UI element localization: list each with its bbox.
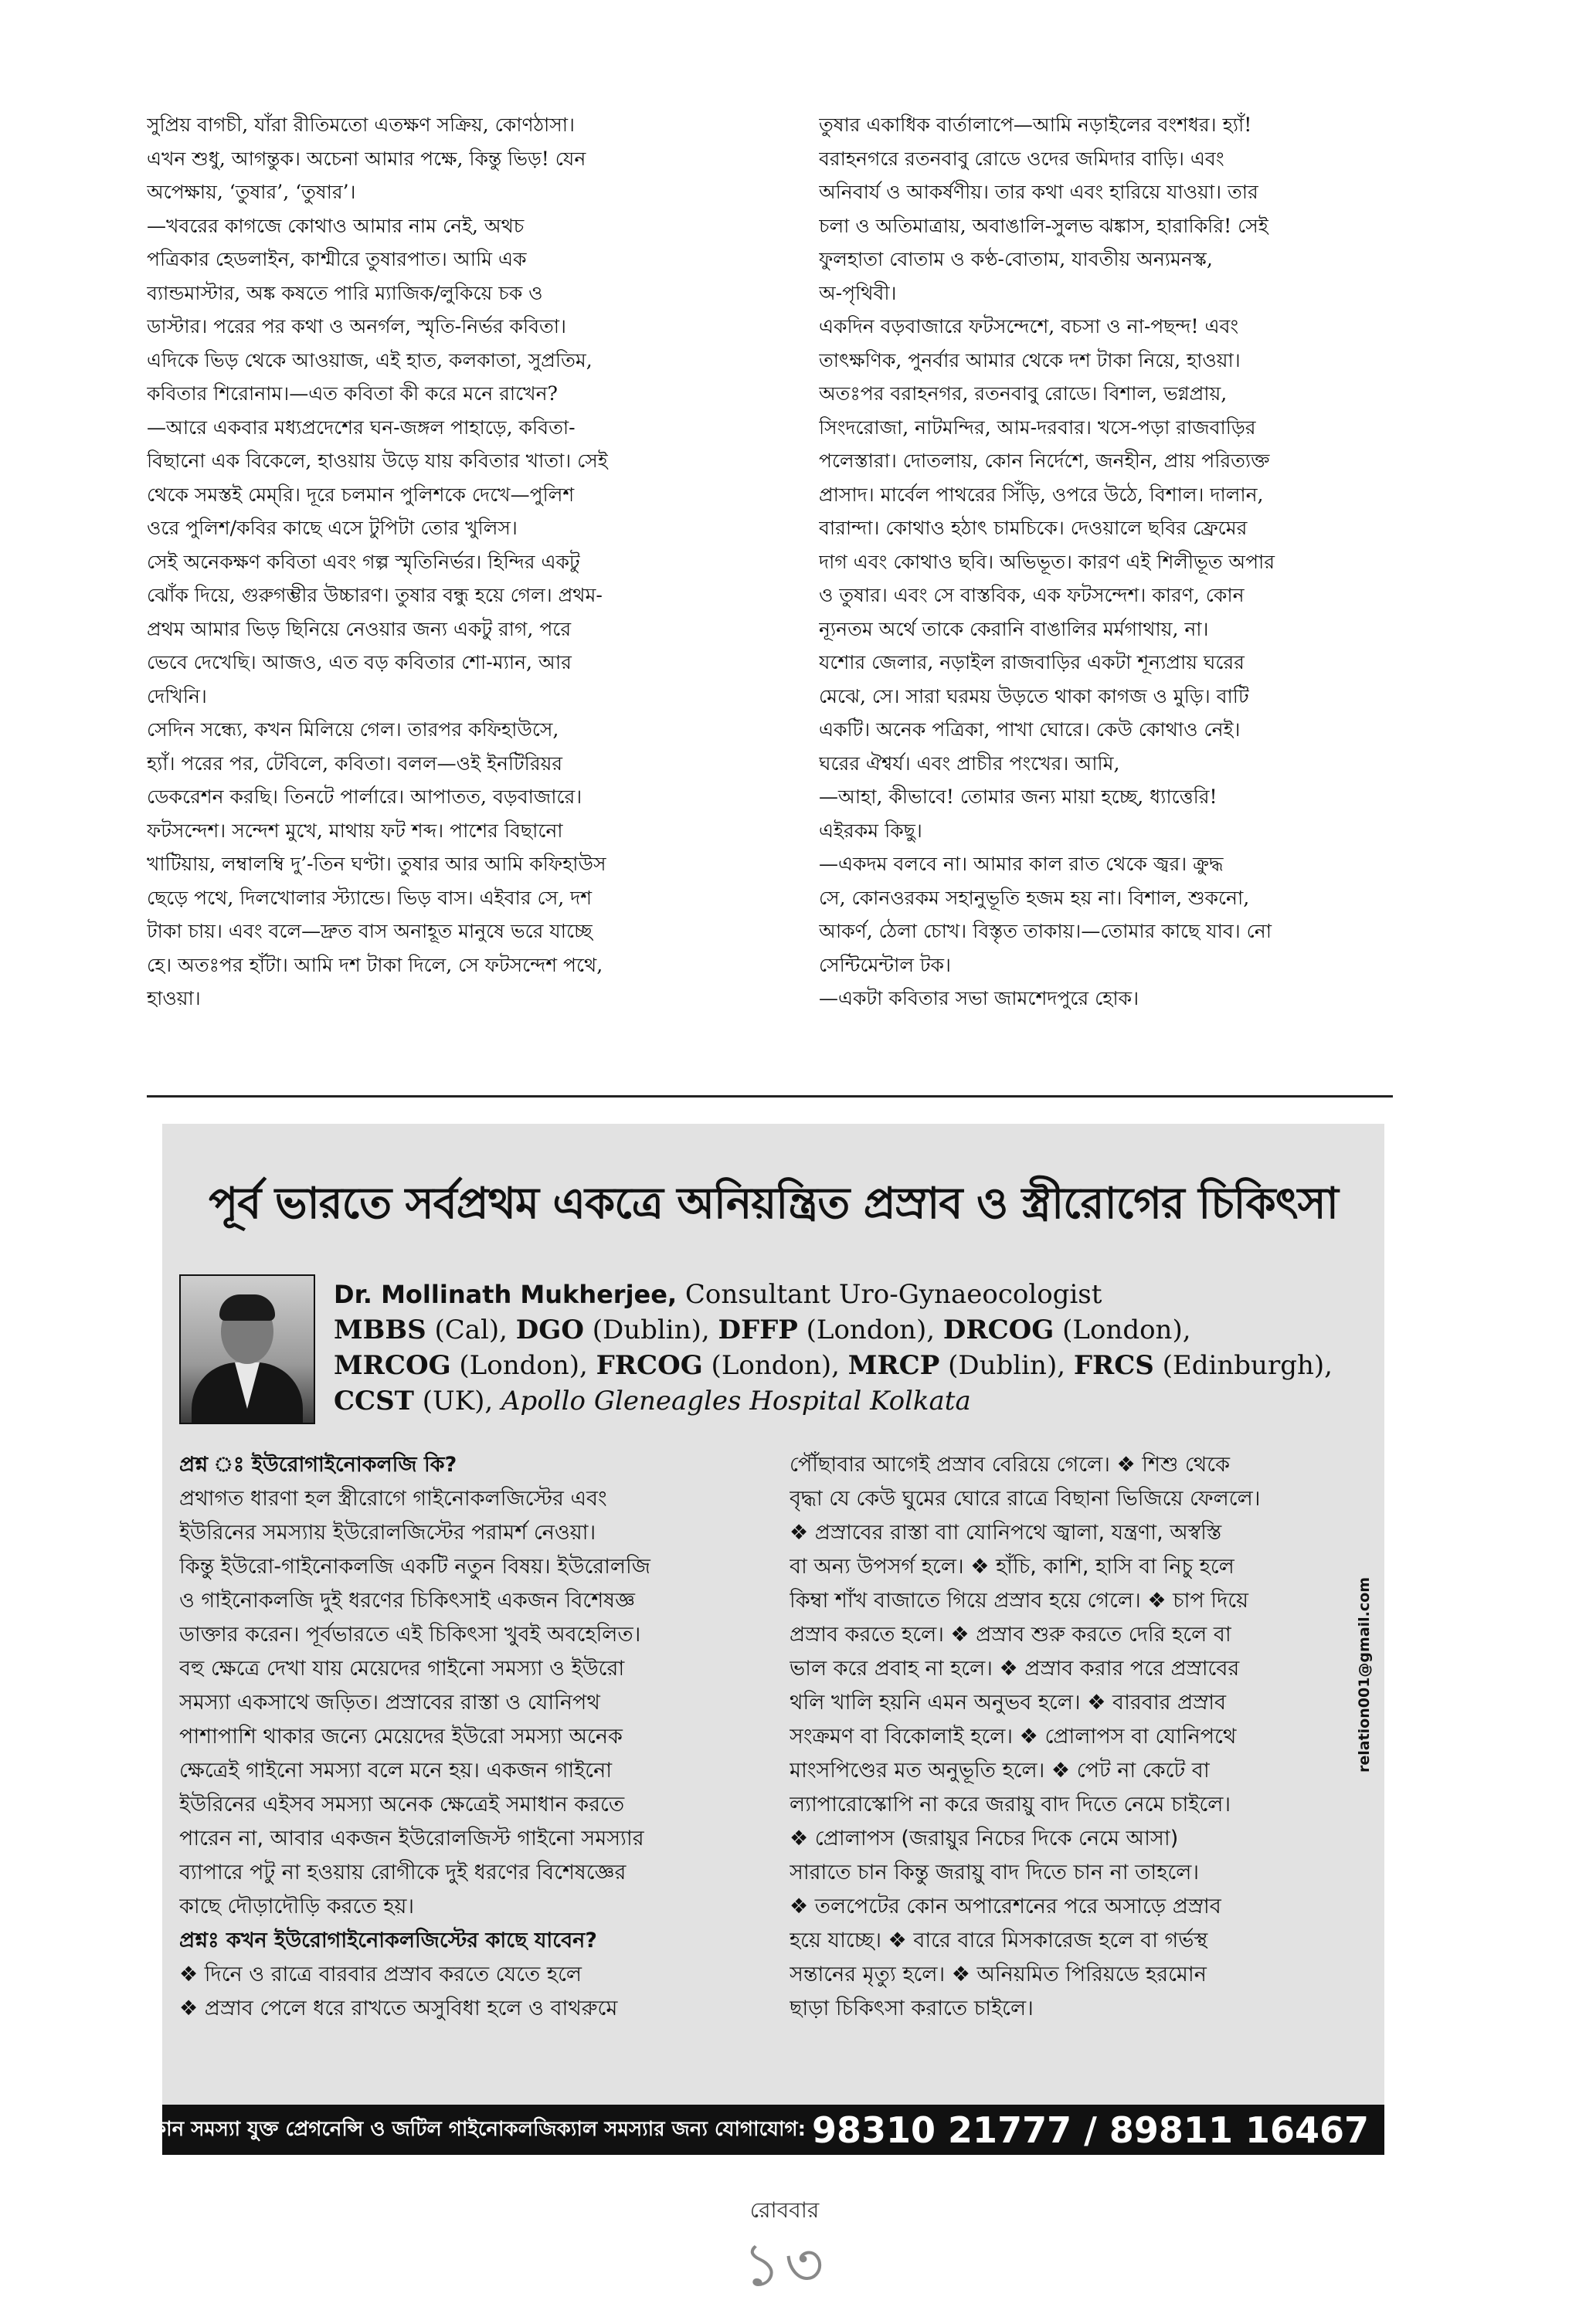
text-line: হয়ে যাচ্ছে। ❖ বারে বারে মিসকারেজ হলে বা গর্ভস্থ <box>790 1929 1208 1952</box>
text-line: ভাল করে প্রবাহ না হলে। ❖ প্রস্রাব করার পরে প্রস্রাবের <box>790 1657 1240 1681</box>
credential-degree: DRCOG <box>942 1315 1054 1345</box>
text-line: কাছে দৌড়াদৌড়ি করতে হয়। <box>179 1895 414 1919</box>
text-line: পত্রিকার হেডলাইন, কাশ্মীরে তুষারপাত। আমি এক <box>147 248 527 270</box>
text-line: ❖ দিনে ও রাত্রে বারবার প্রস্রাব করতে যেতে হলে <box>179 1963 582 1986</box>
text-line: সেই অনেকক্ষণ কবিতা এবং গল্প স্মৃতিনির্ভর। হিন্দির একটু <box>147 550 580 573</box>
credential-source: (Dublin), <box>583 1315 718 1345</box>
text-line: সমস্যা একসাথে জড়িত। প্রস্রাবের রাস্তা ও যোনিপথ <box>179 1691 600 1715</box>
text-line: কিম্বা শাঁখ বাজাতে গিয়ে প্রস্রাব হয়ে গেলে। ❖ চাপ দিয়ে <box>790 1589 1249 1613</box>
text-line: ভেবে দেখেছি। আজও, এত বড় কবিতার শো-ম্যান, আর <box>147 651 572 673</box>
credential-degree: DGO <box>515 1315 584 1345</box>
article-column-left <box>147 108 803 1016</box>
contact-phone: 98310 21777 / 89811 16467 <box>812 2109 1369 2151</box>
credential-degree: FRCS <box>1073 1350 1154 1381</box>
qa-column-left <box>179 1448 766 2026</box>
text-line: যশোর জেলার, নড়াইল রাজবাড়ির একটা শূন্যপ্রায় ঘরের <box>819 651 1245 673</box>
text-line: ছাড়া চিকিৎসা করাতে চাইলে। <box>790 1997 1034 2020</box>
text-line: খাটিয়ায়, লম্বালম্বি দু’-তিন ঘণ্টা। তুষার আর আমি কফিহাউস <box>147 853 606 875</box>
credentials-line-3: CCST (UK), Apollo Gleneagles Hospital Kolkata <box>334 1386 971 1416</box>
text-line: একদিন বড়বাজারে ফটসন্দেশে, বচসা ও না-পছন্দ! এবং <box>819 315 1239 338</box>
ad-headline: পূর্ব ভারতে সর্বপ্রথম একত্রে অনিয়ন্ত্রিত প্রস্রাব ও স্ত্রীরোগের চিকিৎসা <box>209 1179 1338 1229</box>
section-divider <box>147 1095 1393 1098</box>
text-line: চলা ও অতিমাত্রায়, অবাঙালি-সুলভ ঝঙ্কাস, হারাকিরি! সেই <box>819 214 1268 237</box>
text-line: হে। অতঃপর হাঁটা। আমি দশ টাকা দিলে, সে ফটসন্দেশ পথে, <box>147 953 603 976</box>
text-line: —একদম বলবে না। আমার কাল রাত থেকে জ্বর। ক্রুদ্ধ <box>819 853 1224 875</box>
text-line: ❖ তলপেটের কোন অপারেশনের পরে অসাড়ে প্রস্রাব <box>790 1895 1221 1919</box>
article-column-right <box>819 108 1476 1016</box>
magazine-name: রোববার <box>749 2197 820 2223</box>
text-line: সে, কোনওরকম সহানুভূতি হজম হয় না। বিশাল, শুকনো, <box>819 886 1250 909</box>
text-line: বহু ক্ষেত্রে দেখা যায় মেয়েদের গাইনো সমস্যা ও ইউরো <box>179 1657 625 1681</box>
text-line: ডাক্তার করেন। পূর্বভারতে এই চিকিৎসা খুবই অবহেলিত। <box>179 1623 641 1647</box>
text-line: সন্তানের মৃত্যু হলে। ❖ অনিয়মিত পিরিয়ডে হরমোন <box>790 1963 1207 1986</box>
credential-degree: FRCOG <box>596 1350 703 1381</box>
doctor-name: Dr. Mollinath Mukherjee, <box>334 1280 678 1309</box>
credential-degree: MRCOG <box>334 1350 451 1381</box>
text-line: —একটা কবিতার সভা জামশেদপুরে হোক। <box>819 987 1139 1009</box>
text-line: ও গাইনোকলজি দুই ধরণের চিকিৎসাই একজন বিশেষজ্ঞ <box>179 1589 635 1613</box>
text-line: অপেক্ষায়, ‘তুষার’, ‘তুষার’। <box>147 181 356 203</box>
text-line: একটি। অনেক পত্রিকা, পাখা ঘোরে। কেউ কোথাও নেই। <box>819 718 1241 741</box>
text-line: এখন শুধু, আগন্তুক। অচেনা আমার পক্ষে, কিন্তু ভিড়! যেন <box>147 147 586 170</box>
text-line: দেখিনি। <box>147 684 207 707</box>
text-line: ঝোঁক দিয়ে, গুরুগম্ভীর উচ্চারণ। তুষার বন্ধু হয়ে গেল। প্রথম- <box>147 584 603 606</box>
text-line: এইরকম কিছু। <box>819 819 922 842</box>
text-line: ব্যাপারে পটু না হওয়ায় রোগীকে দুই ধরণের বিশেষজ্ঞের <box>179 1861 627 1885</box>
qa-column-right <box>790 1448 1361 2026</box>
credential-source: (Cal), <box>426 1315 516 1345</box>
text-line: বা অন্য উপসর্গ হলে। ❖ হাঁচি, কাশি, হাসি বা নিচু হলে <box>790 1555 1234 1579</box>
text-line: সারাতে চান কিন্তু জরায়ু বাদ দিতে চান না তাহলে। <box>790 1861 1200 1885</box>
credential-source: (Edinburgh), <box>1153 1350 1333 1381</box>
text-line: ছেড়ে পথে, দিলখোলার স্ট্যান্ডে। ভিড় বাস। এইবার সে, দশ <box>147 886 593 909</box>
text-line: কিন্তু ইউরো-গাইনোকলজি একটি নতুন বিষয়। ইউরোলজি <box>179 1555 650 1579</box>
text-line: —আহা, কীভাবে! তোমার জন্য মায়া হচ্ছে, ধ্যাত্তেরি! <box>819 785 1218 808</box>
text-line: ঘরের ঐশ্বর্য। এবং প্রাচীর পংখের। আমি, <box>819 751 1120 775</box>
text-line: প্রশ্নঃ কখন ইউরোগাইনোকলজিস্টের কাছে যাবেন? <box>179 1929 597 1952</box>
text-line: বিছানো এক বিকেলে, হাওয়ায় উড়ে যায় কবিতার খাতা। সেই <box>147 450 608 472</box>
credential-source: (London), <box>1054 1315 1191 1345</box>
text-line: অনিবার্য ও আকর্ষণীয়। তার কথা এবং হারিয়ে যাওয়া। তার <box>819 181 1258 203</box>
text-line: ফুলহাতা বোতাম ও কণ্ঠ-বোতাম, যাবতীয় অন্যমনস্ক, <box>819 248 1213 270</box>
text-line: সেন্টিমেন্টাল টক। <box>819 953 951 976</box>
text-line: ❖ প্রস্রাবের রাস্তা বাা যোনিপথে জ্বালা, যন্ত্রণা, অস্বস্তি <box>790 1521 1222 1545</box>
text-line: বারান্দা। কোথাও হঠাৎ চামচিকে। দেওয়ালে ছবির ফ্রেমের <box>819 517 1248 539</box>
credential-source: (London), <box>797 1315 943 1345</box>
credential-source: (London), <box>450 1350 596 1381</box>
text-line: টাকা চায়। এবং বলে—দ্রুত বাস অনাহূত মানুষে ভরে যাচ্ছে <box>147 920 593 942</box>
text-line: ওরে পুলিশ/কবির কাছে এসে টুপিটা তোর খুলিস। <box>147 517 518 539</box>
text-line: পারেন না, আবার একজন ইউরোলজিস্ট গাইনো সমস্যার <box>179 1827 644 1851</box>
credential-degree: DFFP <box>718 1315 798 1345</box>
doctor-info <box>334 1277 1369 1419</box>
text-line: হ্যাঁ। পরের পর, টেবিলে, কবিতা। বলল—ওই ইনটিরিয়র <box>147 751 563 775</box>
text-line: মেঝে, সে। সারা ঘরময় উড়তে থাকা কাগজ ও মুড়ি। বাটি <box>819 684 1249 707</box>
text-line: সেদিন সন্ধ্যে, কখন মিলিয়ে গেল। তারপর কফিহাউসে, <box>147 718 559 741</box>
text-line: অতঃপর বরাহনগর, রতনবাবু রোডে। বিশাল, ভগ্নপ্রায়, <box>819 382 1228 405</box>
text-line: —খবরের কাগজে কোথাও আমার নাম নেই, অথচ <box>147 214 525 237</box>
text-line: দাগ এবং কোথাও ছবি। অভিভূত। কারণ এই শিলীভূত অপার <box>819 550 1275 573</box>
page-number: ১৩ <box>742 2231 827 2300</box>
doctor-title: Consultant Uro-Gynaeocologist <box>684 1279 1102 1310</box>
text-line: ইউরিনের এইসব সমস্যা অনেক ক্ষেত্রেই সমাধান করতে <box>179 1793 625 1817</box>
text-line: ডাস্টার। পরের পর কথা ও অনর্গল, স্মৃতি-নির্ভর কবিতা। <box>147 315 566 338</box>
text-line: তাৎক্ষণিক, পুনর্বার আমার থেকে দশ টাকা নিয়ে, হাওয়া। <box>819 348 1241 372</box>
text-line: বরাহনগরে রতনবাবু রোডে ওদের জমিদার বাড়ি। এবং <box>819 147 1224 170</box>
text-line: ও তুষার। এবং সে বাস্তবিক, এক ফটসন্দেশ। কারণ, কোন <box>819 584 1245 606</box>
text-line: পলেস্তারা। দোতলায়, কোন নির্দেশে, জনহীন, প্রায় পরিত্যক্ত <box>819 450 1270 472</box>
text-line: প্রশ্ন ঃ ইউরোগাইনোকলজি কি? <box>179 1453 457 1477</box>
doctor-photo <box>179 1274 315 1424</box>
text-line: কবিতার শিরোনাম।—এত কবিতা কী করে মনে রাখেন? <box>147 382 558 405</box>
text-line: পৌঁছাবার আগেই প্রস্রাব বেরিয়ে গেলে। ❖ শিশু থেকে <box>790 1453 1231 1477</box>
credentials-line-2 <box>334 1348 1369 1383</box>
text-line: সুপ্রিয় বাগচী, যাঁরা রীতিমতো এতক্ষণ সক্রিয়, কোণঠাসা। <box>147 114 575 136</box>
text-line: প্রাসাদ। মার্বেল পাথরের সিঁড়ি, ওপরে উঠে, বিশাল। দালান, <box>819 483 1264 506</box>
text-line: পাশাপাশি থাকার জন্যে মেয়েদের ইউরো সমস্যা অনেক <box>179 1725 623 1749</box>
text-line: ক্ষেত্রেই গাইনো সমস্যা বলে মনে হয়। একজন গাইনো <box>179 1759 613 1783</box>
text-line: ন্যূনতম অর্থে তাকে কেরানি বাঙালির মর্মগাথায়, না। <box>819 617 1209 640</box>
text-line: সিংদরোজা, নাটমন্দির, আম-দরবার। খসে-পড়া রাজবাড়ির <box>819 416 1256 439</box>
text-line: এদিকে ভিড় থেকে আওয়াজ, এই হাত, কলকাতা, সুপ্রতিম, <box>147 348 593 372</box>
text-line: ইউরিনের সমস্যায় ইউরোলজিস্টের পরামর্শ নেওয়া। <box>179 1521 596 1545</box>
text-line: ডেকরেশন করছি। তিনটে পার্লারে। আপাতত, বড়বাজারে। <box>147 785 582 808</box>
text-line: প্রথম আমার ভিড় ছিনিয়ে নেওয়ার জন্য একটু রাগ, পরে <box>147 617 572 640</box>
text-line: হাওয়া। <box>147 987 201 1009</box>
credential-source: (Dublin), <box>939 1350 1074 1381</box>
text-line: থেকে সমস্তই মেম্‌রি। দূরে চলমান পুলিশকে দেখে—পুলিশ <box>147 483 575 506</box>
text-line: সংক্রমণ বা বিকোলাই হলে। ❖ প্রোলাপস বা যোনিপথে <box>790 1725 1237 1749</box>
text-line: তুষার একাধিক বার্তালাপে—আমি নড়াইলের বংশধর। হ্যাঁ! <box>819 114 1252 136</box>
text-line: থলি খালি হয়নি এমন অনুভব হলে। ❖ বারবার প্রস্রাব <box>790 1691 1227 1715</box>
text-line: অ-পৃথিবী। <box>819 281 897 304</box>
advertisement <box>117 1124 1384 2155</box>
text-line: ❖ প্রোলাপস (জরায়ুর নিচের দিকে নেমে আসা) <box>790 1827 1179 1851</box>
text-line: ব্যান্ডমাস্টার, অঙ্ক কষতে পারি ম্যাজিক/লুকিয়ে চক ও <box>147 281 543 304</box>
text-line: —আরে একবার মধ্যপ্রদেশের ঘন-জঙ্গল পাহাড়ে, কবিতা- <box>147 416 576 439</box>
email-vertical: relation001@gmail.com <box>1356 1576 1373 1773</box>
text-line: আকর্ণ, ঠেলা চোখ। বিস্তৃত তাকায়।—তোমার কাছে যাব। নো <box>819 920 1272 942</box>
text-line: ❖ প্রস্রাব পেলে ধরে রাখতে অসুবিধা হলে ও বাথরুমে <box>179 1997 618 2020</box>
hospital-name: Apollo Gleneagles Hospital Kolkata <box>501 1386 971 1416</box>
text-line: মাংসপিণ্ডের মত অনুভূতি হলে। ❖ পেট না কেটে বা <box>790 1759 1210 1783</box>
contact-text: যে কোন সমস্যা যুক্ত প্রেগনেন্সি ও জটিল গাইনোকলজিক্যাল সমস্যার জন্য যোগাযোগ: <box>117 2117 806 2141</box>
text-line: প্রথাগত ধারণা হল স্ত্রীরোগে গাইনোকলজিস্টের এবং <box>179 1487 607 1511</box>
credentials-line-1 <box>334 1312 1369 1348</box>
text-line: বৃদ্ধা যে কেউ ঘুমের ঘোরে রাত্রে বিছানা ভিজিয়ে ফেললে। <box>790 1487 1261 1511</box>
contact-bar <box>117 2105 1384 2155</box>
text-line: প্রস্রাব করতে হলে। ❖ প্রস্রাব শুরু করতে দেরি হলে বা <box>790 1623 1231 1647</box>
credential-degree: MBBS <box>334 1315 426 1345</box>
text-line: ল্যাপারোস্কোপি না করে জরায়ু বাদ দিতে নেমে চাইলে। <box>790 1793 1231 1817</box>
credential-degree: MRCP <box>847 1350 940 1381</box>
text-line: ফটসন্দেশ। সন্দেশ মুখে, মাথায় ফট শব্দ। পাশের বিছানো <box>147 819 563 842</box>
credential-source: (London), <box>702 1350 848 1381</box>
